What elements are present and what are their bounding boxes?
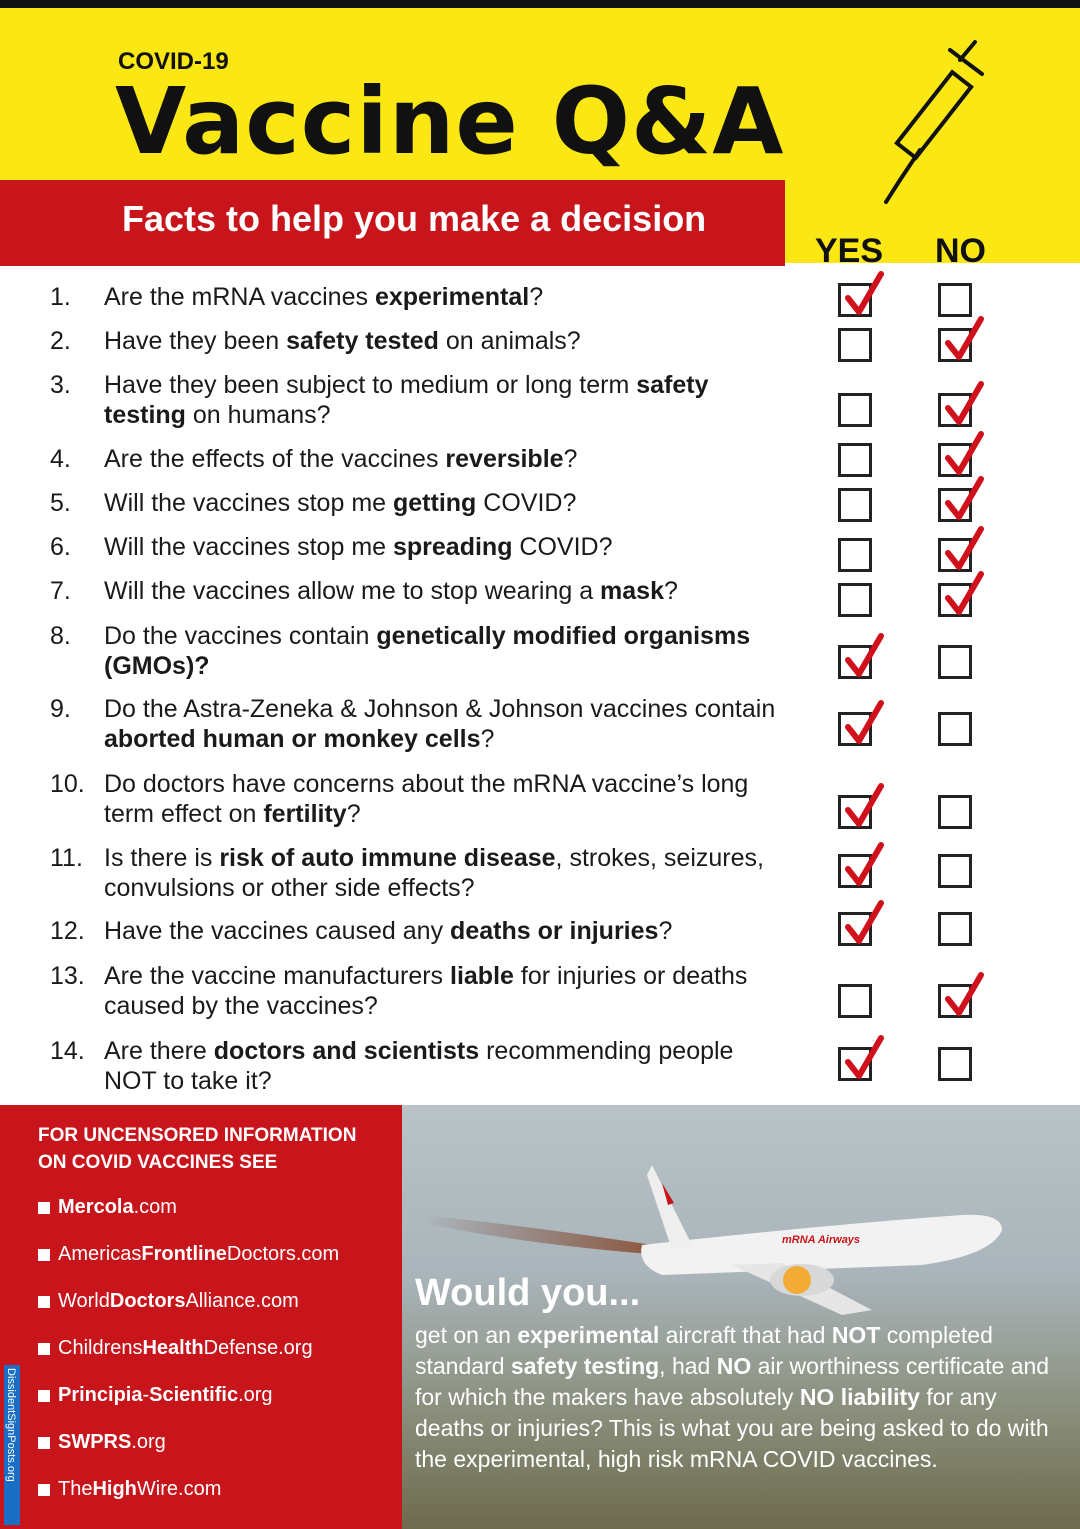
question-number: 7. — [50, 577, 71, 605]
bullet-square-icon — [38, 1343, 50, 1355]
yes-checkbox[interactable] — [838, 488, 872, 522]
checkmark-icon — [845, 699, 885, 747]
yes-checkbox[interactable] — [838, 583, 872, 617]
no-checkbox[interactable] — [938, 393, 972, 427]
question-number: 2. — [50, 327, 71, 355]
yes-checkbox[interactable] — [838, 912, 872, 946]
yes-column-heading: YES — [815, 232, 884, 270]
checkmark-icon — [845, 270, 885, 318]
no-checkbox[interactable] — [938, 795, 972, 829]
credit-strip — [4, 1365, 20, 1525]
bullet-square-icon — [38, 1390, 50, 1402]
question-number: 12. — [50, 917, 85, 945]
source-link[interactable] — [38, 1290, 299, 1313]
top-border — [0, 0, 1080, 8]
source-link-text: Principia-Scientific.org — [58, 1384, 273, 1406]
promo-heading: Would you... — [415, 1272, 641, 1314]
checkmark-icon — [845, 1034, 885, 1082]
source-link-text: AmericasFrontlineDoctors.com — [58, 1243, 340, 1265]
question-number: 13. — [50, 962, 85, 990]
question-text: Are the vaccine manufacturers liable for injuries or deaths caused by the vaccines? — [104, 962, 748, 1020]
question-text: Do doctors have concerns about the mRNA vaccine’s long term effect on fertility? — [104, 770, 749, 828]
question-text: Are the effects of the vaccines reversible? — [104, 445, 578, 473]
checkmark-icon — [845, 899, 885, 947]
checkmark-icon — [945, 380, 985, 428]
yes-checkbox[interactable] — [838, 283, 872, 317]
yes-checkbox[interactable] — [838, 984, 872, 1018]
checkmark-icon — [945, 971, 985, 1019]
no-checkbox[interactable] — [938, 912, 972, 946]
question-text: Have they been subject to medium or long term safety testing on humans? — [104, 371, 709, 429]
bullet-square-icon — [38, 1296, 50, 1308]
yes-checkbox[interactable] — [838, 645, 872, 679]
question-number: 6. — [50, 533, 71, 561]
no-checkbox[interactable] — [938, 443, 972, 477]
question-number: 5. — [50, 489, 71, 517]
question-number: 9. — [50, 695, 71, 723]
question-number: 14. — [50, 1037, 85, 1065]
source-link-text: SWPRS.org — [58, 1431, 166, 1453]
no-checkbox[interactable] — [938, 583, 972, 617]
source-link-text: WorldDoctorsAlliance.com — [58, 1290, 299, 1312]
source-link[interactable] — [38, 1478, 221, 1501]
question-text: Will the vaccines stop me spreading COVID? — [104, 533, 613, 561]
subtitle: Facts to help you make a decision — [122, 198, 707, 239]
question-number: 11. — [50, 844, 83, 872]
question-text: Have the vaccines caused any deaths or injuries? — [104, 917, 673, 945]
source-link[interactable] — [38, 1384, 273, 1407]
yes-checkbox[interactable] — [838, 393, 872, 427]
no-checkbox[interactable] — [938, 645, 972, 679]
no-checkbox[interactable] — [938, 984, 972, 1018]
plane-livery-text: mRNA Airways — [782, 1234, 861, 1246]
checkmark-icon — [945, 315, 985, 363]
question-text: Will the vaccines allow me to stop wearing a mask? — [104, 577, 678, 605]
checkmark-icon — [945, 570, 985, 618]
promo-paragraph: get on an experimental aircraft that had NOT completed standard safety testing, had NO air worthiness certificate and for which the makers have absolutely NO liability for any deaths or injuries? This is what you are being asked to do with the experimental, high risk mRNA COVID vaccines. — [415, 1322, 1050, 1472]
checkmark-icon — [845, 632, 885, 680]
no-checkbox[interactable] — [938, 1047, 972, 1081]
no-checkbox[interactable] — [938, 328, 972, 362]
yes-checkbox[interactable] — [838, 538, 872, 572]
question-text: Will the vaccines stop me getting COVID? — [104, 489, 577, 517]
checkmark-icon — [945, 475, 985, 523]
yes-checkbox[interactable] — [838, 1047, 872, 1081]
question-number: 1. — [50, 283, 71, 311]
bullet-square-icon — [38, 1249, 50, 1261]
bullet-square-icon — [38, 1437, 50, 1449]
no-checkbox[interactable] — [938, 283, 972, 317]
question-text: Do the Astra-Zeneka & Johnson & Johnson vaccines contain aborted human or monkey cells? — [104, 695, 776, 753]
kicker-text: COVID-19 — [118, 48, 229, 75]
checkmark-icon — [845, 782, 885, 830]
question-number: 10. — [50, 770, 85, 798]
source-link[interactable] — [38, 1337, 313, 1360]
yes-checkbox[interactable] — [838, 854, 872, 888]
bullet-square-icon — [38, 1202, 50, 1214]
yes-checkbox[interactable] — [838, 443, 872, 477]
question-text: Are there doctors and scientists recommending people NOT to take it? — [104, 1037, 734, 1095]
yes-checkbox[interactable] — [838, 328, 872, 362]
question-text: Is there is risk of auto immune disease, strokes, seizures, convulsions or other side effects? — [104, 844, 764, 902]
no-checkbox[interactable] — [938, 712, 972, 746]
question-text: Are the mRNA vaccines experimental? — [104, 283, 544, 311]
question-number: 8. — [50, 622, 71, 650]
checkmark-icon — [945, 430, 985, 478]
no-checkbox[interactable] — [938, 488, 972, 522]
question-number: 3. — [50, 371, 71, 399]
yes-checkbox[interactable] — [838, 712, 872, 746]
sources-heading: FOR UNCENSORED INFORMATION ON COVID VACCINES SEE — [38, 1125, 357, 1173]
source-link-text: ChildrensHealthDefense.org — [58, 1337, 313, 1359]
page-title: Vaccine Q&A — [115, 68, 785, 175]
no-column-heading: NO — [935, 232, 986, 270]
no-checkbox[interactable] — [938, 538, 972, 572]
checkmark-icon — [845, 841, 885, 889]
source-link-text: Mercola.com — [58, 1196, 177, 1218]
source-link[interactable] — [38, 1431, 166, 1454]
question-text: Have they been safety tested on animals? — [104, 327, 581, 355]
source-link[interactable] — [38, 1196, 177, 1219]
no-checkbox[interactable] — [938, 854, 972, 888]
question-text: Do the vaccines contain genetically modified organisms (GMOs)? — [104, 622, 751, 680]
source-link-text: TheHighWire.com — [58, 1478, 222, 1500]
source-link[interactable] — [38, 1243, 339, 1266]
credit-text: DissidentSignPosts.org — [5, 1368, 17, 1482]
syringe-icon — [880, 30, 990, 210]
yes-checkbox[interactable] — [838, 795, 872, 829]
question-number: 4. — [50, 445, 71, 473]
bullet-square-icon — [38, 1484, 50, 1496]
checkmark-icon — [945, 525, 985, 573]
